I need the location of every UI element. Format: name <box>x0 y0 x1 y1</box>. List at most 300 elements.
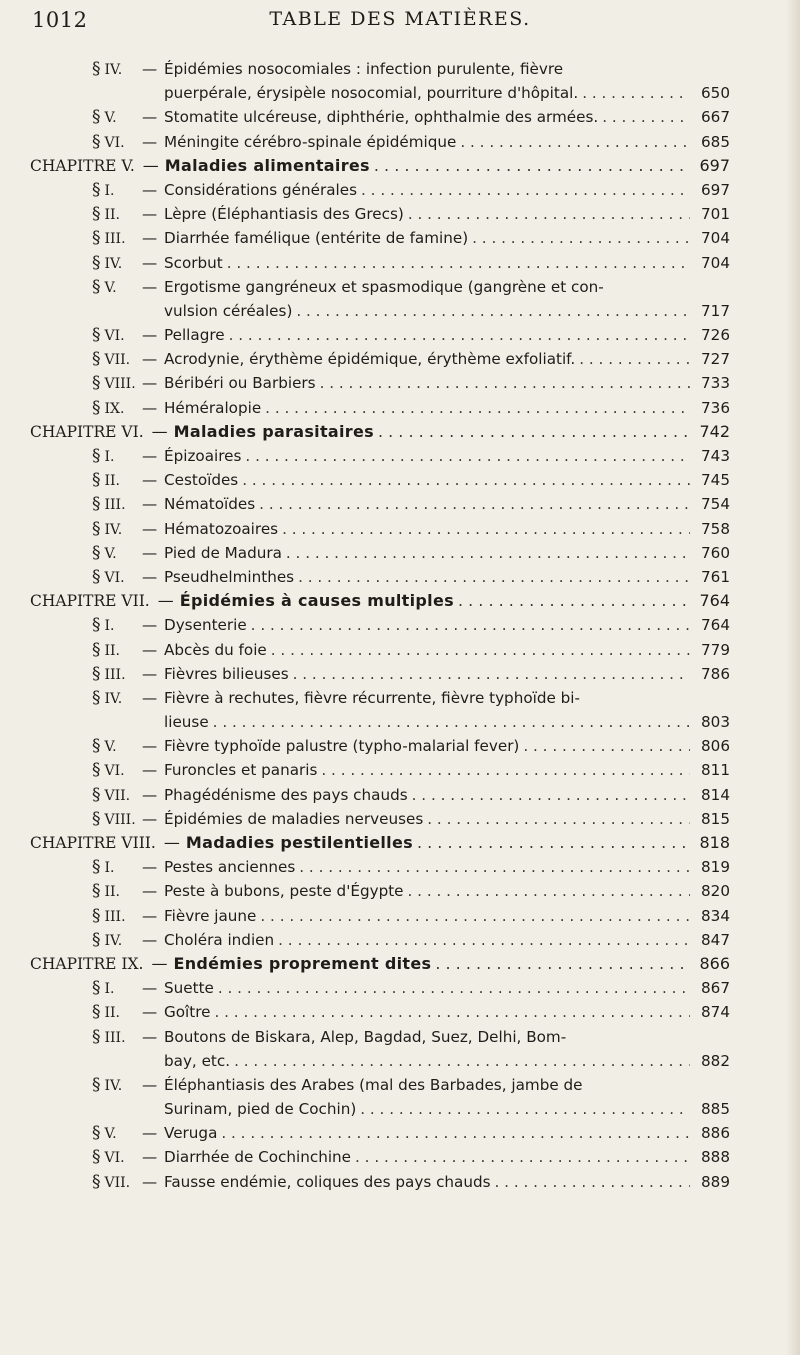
section-number <box>30 517 142 542</box>
section-row <box>30 468 730 492</box>
em-dash: — <box>142 1003 158 1022</box>
section-number <box>30 1073 142 1098</box>
section-row <box>30 275 730 299</box>
paragraph-sign: § <box>92 518 101 539</box>
dot-leader <box>227 251 690 275</box>
dot-leader <box>472 226 690 250</box>
section-title: Peste à bubons, peste d'Égypte <box>164 882 404 901</box>
page-ref: 650 <box>701 84 730 103</box>
section-row-continuation <box>30 299 730 323</box>
paragraph-sign: § <box>92 808 101 829</box>
page-ref: 764 <box>699 591 730 611</box>
section-title: Choléra indien <box>164 930 275 949</box>
section-number <box>30 323 142 348</box>
section-number <box>30 541 142 566</box>
section-number <box>30 638 142 663</box>
paragraph-sign: § <box>92 397 101 418</box>
page-ref: 717 <box>701 301 730 320</box>
chapter-label: CHAPITRE V. <box>30 156 135 175</box>
section-row-continuation <box>30 710 730 734</box>
dot-leader <box>378 420 690 444</box>
chapter-title: Maladies parasitaires <box>173 421 374 441</box>
section-roman: II. <box>104 884 121 901</box>
section-row <box>30 1145 730 1169</box>
em-dash: — <box>142 495 158 514</box>
page-ref: 754 <box>701 495 730 514</box>
section-row <box>30 105 730 129</box>
page-ref: 701 <box>701 205 730 224</box>
section-number <box>30 1121 142 1146</box>
paragraph-sign: § <box>92 1147 101 1168</box>
section-roman: II. <box>104 642 121 659</box>
em-dash: — <box>142 447 158 465</box>
em-dash: — <box>142 108 158 127</box>
dot-leader <box>271 638 690 662</box>
page-edge-shadow <box>786 0 800 1355</box>
dot-leader <box>360 1097 690 1121</box>
dot-leader <box>298 565 690 589</box>
chapter-label: CHAPITRE VIII. <box>30 834 156 852</box>
section-row <box>30 347 730 371</box>
em-dash: — <box>142 858 158 877</box>
page-ref: 779 <box>701 640 730 659</box>
dot-leader <box>427 807 690 831</box>
em-dash: — <box>142 132 158 151</box>
em-dash: — <box>142 640 158 659</box>
page-ref: 811 <box>701 761 730 780</box>
section-row <box>30 371 730 395</box>
em-dash: — <box>142 205 158 224</box>
dot-leader <box>579 347 690 371</box>
page-ref: 745 <box>701 471 730 490</box>
section-row <box>30 202 730 226</box>
section-number <box>30 855 142 880</box>
dot-leader <box>417 831 690 855</box>
section-title: Dysenterie <box>164 616 247 635</box>
section-title: Méningite cérébro-spinale épidémique <box>164 132 457 151</box>
section-row <box>30 783 730 807</box>
paragraph-sign: § <box>92 736 101 757</box>
em-dash: — <box>142 567 158 586</box>
dot-leader <box>523 734 690 758</box>
chapter-label: CHAPITRE VI. <box>30 422 144 441</box>
section-row <box>30 855 730 879</box>
dot-leader <box>408 879 690 903</box>
section-number <box>30 1145 142 1170</box>
paragraph-sign: § <box>92 784 101 805</box>
section-roman: IX. <box>104 400 125 417</box>
em-dash: — <box>142 1172 158 1191</box>
section-number <box>30 371 142 396</box>
em-dash: — <box>142 253 158 272</box>
section-roman: IV. <box>104 62 123 78</box>
section-title: Pestes anciennes <box>164 858 296 877</box>
dot-leader <box>355 1145 690 1169</box>
section-title-continued: lieuse <box>164 713 209 732</box>
section-row <box>30 251 730 275</box>
em-dash: — <box>142 979 158 998</box>
page-ref: 736 <box>701 398 730 417</box>
section-title: Diarrhée famélique (entérite de famine) <box>164 229 469 248</box>
paragraph-sign: § <box>92 566 101 587</box>
em-dash: — <box>142 737 158 756</box>
table-of-contents <box>30 57 730 1194</box>
section-number <box>30 662 142 687</box>
section-row <box>30 976 730 1000</box>
section-title: Diarrhée de Cochinchine <box>164 1148 352 1167</box>
section-row <box>30 178 730 202</box>
em-dash: — <box>142 350 158 369</box>
section-number <box>30 347 142 372</box>
paragraph-sign: § <box>92 446 101 466</box>
section-row <box>30 807 730 831</box>
section-title: Scorbut <box>164 253 223 272</box>
section-roman: V. <box>104 739 117 756</box>
page-ref: 889 <box>701 1172 730 1191</box>
dot-leader <box>278 928 690 952</box>
page-ref: 874 <box>701 1003 730 1022</box>
em-dash: — <box>142 471 158 490</box>
dot-leader <box>495 1170 690 1194</box>
section-title: Pied de Madura <box>164 543 282 562</box>
section-row <box>30 1000 730 1024</box>
page-ref: 885 <box>701 1100 730 1119</box>
page-number: 1012 <box>32 8 88 32</box>
page-ref: 888 <box>701 1148 730 1167</box>
paragraph-sign: § <box>92 760 101 781</box>
dot-leader <box>602 105 690 129</box>
page-ref: 685 <box>701 132 730 151</box>
dot-leader <box>374 154 690 178</box>
section-number <box>30 130 142 155</box>
chapter-title: Endémies proprement dites <box>173 953 432 973</box>
page-ref: 727 <box>701 350 730 369</box>
section-row <box>30 1170 730 1194</box>
section-title: Fièvres bilieuses <box>164 664 289 683</box>
dot-leader <box>321 758 690 782</box>
page-ref: 815 <box>701 809 730 828</box>
page-ref: 742 <box>699 421 730 441</box>
dot-leader <box>229 323 690 347</box>
section-number <box>30 976 142 1001</box>
section-roman: I. <box>104 618 115 635</box>
chapter-row <box>30 831 730 855</box>
section-row <box>30 444 730 468</box>
em-dash: — <box>142 374 158 393</box>
section-title: Suette <box>164 979 214 998</box>
page-ref: 806 <box>701 737 730 756</box>
page-ref: 786 <box>701 664 730 683</box>
dot-leader <box>412 783 690 807</box>
page-ref: 667 <box>701 108 730 127</box>
paragraph-sign: § <box>92 663 101 684</box>
em-dash: — <box>142 785 158 804</box>
section-row <box>30 638 730 662</box>
section-roman: III. <box>104 908 126 925</box>
paragraph-sign: § <box>92 204 101 225</box>
em-dash: — <box>142 1148 158 1167</box>
page-ref: 820 <box>701 882 730 901</box>
em-dash: — <box>142 688 158 707</box>
section-roman: IV. <box>104 932 123 949</box>
section-title: Furoncles et panaris <box>164 761 318 780</box>
section-row <box>30 226 730 250</box>
dot-leader <box>234 1049 690 1073</box>
dot-leader <box>215 1000 691 1024</box>
em-dash: — <box>142 882 158 901</box>
em-dash: — <box>142 326 158 345</box>
page-ref: 803 <box>701 713 730 732</box>
section-roman: III. <box>104 666 126 683</box>
section-row <box>30 662 730 686</box>
section-number <box>30 904 142 929</box>
chapter-row <box>30 952 730 976</box>
paragraph-sign: § <box>92 107 101 128</box>
dot-leader <box>296 299 690 323</box>
dot-leader <box>460 130 690 154</box>
paragraph-sign: § <box>92 276 101 297</box>
dot-leader <box>245 444 690 468</box>
paragraph-sign: § <box>92 1026 101 1047</box>
page-header <box>0 8 800 38</box>
paragraph-sign: § <box>92 470 101 491</box>
section-title: Fièvre typhoïde palustre (typho-malarial fever) <box>164 737 520 756</box>
page-ref: 819 <box>701 858 730 877</box>
paragraph-sign: § <box>92 615 101 636</box>
section-number <box>30 807 142 832</box>
section-roman: III. <box>104 497 126 514</box>
section-row <box>30 758 730 782</box>
paragraph-sign: § <box>92 639 101 660</box>
section-title: Veruga <box>164 1124 218 1143</box>
section-title: Épidémies nosocomiales : infection purulente, fièvre <box>164 60 564 78</box>
section-number <box>30 492 142 517</box>
dot-leader <box>282 517 690 541</box>
section-number <box>30 758 142 783</box>
section-title: Fièvre jaune <box>164 906 257 925</box>
page-ref: 882 <box>701 1051 730 1070</box>
running-title: TABLE DES MATIÈRES. <box>269 8 531 30</box>
section-number <box>30 686 142 711</box>
em-dash: — <box>142 761 158 780</box>
section-row <box>30 928 730 952</box>
section-row <box>30 686 730 710</box>
section-row <box>30 492 730 516</box>
section-title: Nématoïdes <box>164 495 256 514</box>
section-roman: I. <box>104 981 115 998</box>
section-title: Épidémies de maladies nerveuses <box>164 809 424 828</box>
paragraph-sign: § <box>92 252 101 273</box>
section-row <box>30 541 730 565</box>
section-number <box>30 1000 142 1025</box>
em-dash: — <box>142 809 158 828</box>
chapter-row <box>30 154 730 178</box>
section-roman: VIII. <box>104 376 136 393</box>
section-number <box>30 275 142 300</box>
section-number <box>30 928 142 953</box>
section-roman: IV. <box>104 255 123 272</box>
section-number <box>30 396 142 421</box>
em-dash: — <box>142 155 159 175</box>
section-number <box>30 202 142 227</box>
section-roman: IV. <box>104 690 123 707</box>
page-ref: 866 <box>699 953 730 973</box>
section-title: Fausse endémie, coliques des pays chauds <box>164 1172 491 1191</box>
section-roman: VII. <box>104 787 131 804</box>
section-number <box>30 613 142 638</box>
dot-leader <box>435 952 690 976</box>
section-title: Hématozoaires <box>164 519 279 538</box>
section-row <box>30 1073 730 1097</box>
em-dash: — <box>142 398 158 417</box>
section-roman: II. <box>104 473 121 490</box>
dot-leader <box>260 904 690 928</box>
paragraph-sign: § <box>92 1123 101 1144</box>
em-dash: — <box>163 833 180 852</box>
section-roman: V. <box>104 1126 117 1143</box>
paragraph-sign: § <box>92 1171 101 1192</box>
paragraph-sign: § <box>92 978 101 999</box>
page-ref: 758 <box>701 519 730 538</box>
paragraph-sign: § <box>92 373 101 394</box>
em-dash: — <box>142 664 158 683</box>
page-ref: 704 <box>701 229 730 248</box>
em-dash: — <box>142 543 158 562</box>
paragraph-sign: § <box>92 59 101 79</box>
page-ref: 764 <box>701 616 730 635</box>
section-roman: II. <box>104 207 121 224</box>
dot-leader <box>265 396 690 420</box>
em-dash: — <box>142 1075 158 1094</box>
section-roman: V. <box>104 279 117 296</box>
section-title: Béribéri ou Barbiers <box>164 374 316 393</box>
chapter-title: Épidémies à causes multiples <box>179 591 454 611</box>
section-number <box>30 105 142 130</box>
section-title: Lèpre (Éléphantiasis des Grecs) <box>164 205 404 224</box>
section-row <box>30 613 730 637</box>
section-title-continued: bay, etc. <box>164 1051 231 1070</box>
section-row-continuation <box>30 1097 730 1121</box>
paragraph-sign: § <box>92 881 101 902</box>
chapter-title: Madadies pestilentielles <box>185 833 413 852</box>
paragraph-sign: § <box>92 131 101 152</box>
dot-leader <box>361 178 690 202</box>
section-roman: VI. <box>104 1150 125 1167</box>
dot-leader <box>251 613 690 637</box>
page-ref: 814 <box>701 785 730 804</box>
section-number <box>30 783 142 808</box>
section-title: Phagédénisme des pays chauds <box>164 785 408 804</box>
dot-leader <box>218 976 690 1000</box>
section-roman: VIII. <box>104 811 136 828</box>
section-row <box>30 396 730 420</box>
dot-leader <box>213 710 690 734</box>
section-title: Acrodynie, érythème épidémique, érythème exfoliatif. <box>164 350 576 369</box>
em-dash: — <box>151 953 168 973</box>
dot-leader <box>221 1121 690 1145</box>
section-number <box>30 251 142 276</box>
section-title: Goître <box>164 1003 211 1022</box>
section-roman: III. <box>104 1029 126 1046</box>
section-roman: I. <box>104 860 115 877</box>
section-title: Considérations générales <box>164 180 358 199</box>
dot-leader <box>286 541 690 565</box>
em-dash: — <box>142 930 158 949</box>
chapter-row <box>30 420 730 444</box>
section-title: Stomatite ulcéreuse, diphthérie, ophthalmie des armées. <box>164 108 599 127</box>
section-title: Pellagre <box>164 326 225 345</box>
section-row <box>30 130 730 154</box>
paragraph-sign: § <box>92 1074 101 1095</box>
em-dash: — <box>142 229 158 248</box>
section-row <box>30 323 730 347</box>
section-number <box>30 1025 142 1050</box>
section-title: Épizoaires <box>164 447 242 465</box>
section-row-continuation <box>30 1049 730 1073</box>
page-ref: 733 <box>701 374 730 393</box>
section-roman: III. <box>104 231 126 248</box>
paragraph-sign: § <box>92 325 101 346</box>
section-roman: V. <box>104 110 117 127</box>
section-number <box>30 57 142 82</box>
section-title: Pseudhelminthes <box>164 567 295 586</box>
section-roman: IV. <box>104 521 123 538</box>
page-ref: 760 <box>701 543 730 562</box>
section-number <box>30 226 142 251</box>
page-ref: 697 <box>699 155 730 175</box>
section-title: Éléphantiasis des Arabes (mal des Barbades, jambe de <box>164 1075 583 1094</box>
section-row <box>30 1025 730 1049</box>
section-roman: VII. <box>104 352 131 369</box>
paragraph-sign: § <box>92 905 101 926</box>
dot-leader <box>242 468 690 492</box>
section-row <box>30 904 730 928</box>
em-dash: — <box>142 1124 158 1143</box>
section-roman: IV. <box>104 1077 123 1094</box>
chapter-title: Maladies alimentaires <box>164 155 370 175</box>
section-roman: VII. <box>104 1174 131 1191</box>
section-number <box>30 178 142 203</box>
page-ref: 847 <box>701 930 730 949</box>
section-title: Cestoïdes <box>164 471 239 490</box>
section-title: Fièvre à rechutes, fièvre récurrente, fièvre typhoïde bi- <box>164 688 580 707</box>
page-ref: 743 <box>701 447 730 465</box>
section-roman: I. <box>104 182 115 199</box>
section-row <box>30 565 730 589</box>
section-title-continued: puerpérale, érysipèle nosocomial, pourriture d'hôpital. <box>164 84 579 103</box>
section-roman: VI. <box>104 134 125 151</box>
chapter-label: CHAPITRE VII. <box>30 592 150 611</box>
page-ref: 704 <box>701 253 730 272</box>
chapter-row <box>30 589 730 613</box>
section-row-continuation <box>30 81 730 105</box>
em-dash: — <box>157 591 174 611</box>
paragraph-sign: § <box>92 929 101 950</box>
section-number <box>30 734 142 759</box>
page-ref: 867 <box>701 979 730 998</box>
dot-leader <box>293 662 690 686</box>
section-row <box>30 879 730 903</box>
page-ref: 726 <box>701 326 730 345</box>
section-roman: V. <box>104 545 117 562</box>
section-title: Abcès du foie <box>164 640 267 659</box>
dot-leader <box>458 589 690 613</box>
paragraph-sign: § <box>92 542 101 563</box>
em-dash: — <box>142 277 158 296</box>
page-ref: 697 <box>701 180 730 199</box>
dot-leader <box>259 492 690 516</box>
page-ref: 834 <box>701 906 730 925</box>
